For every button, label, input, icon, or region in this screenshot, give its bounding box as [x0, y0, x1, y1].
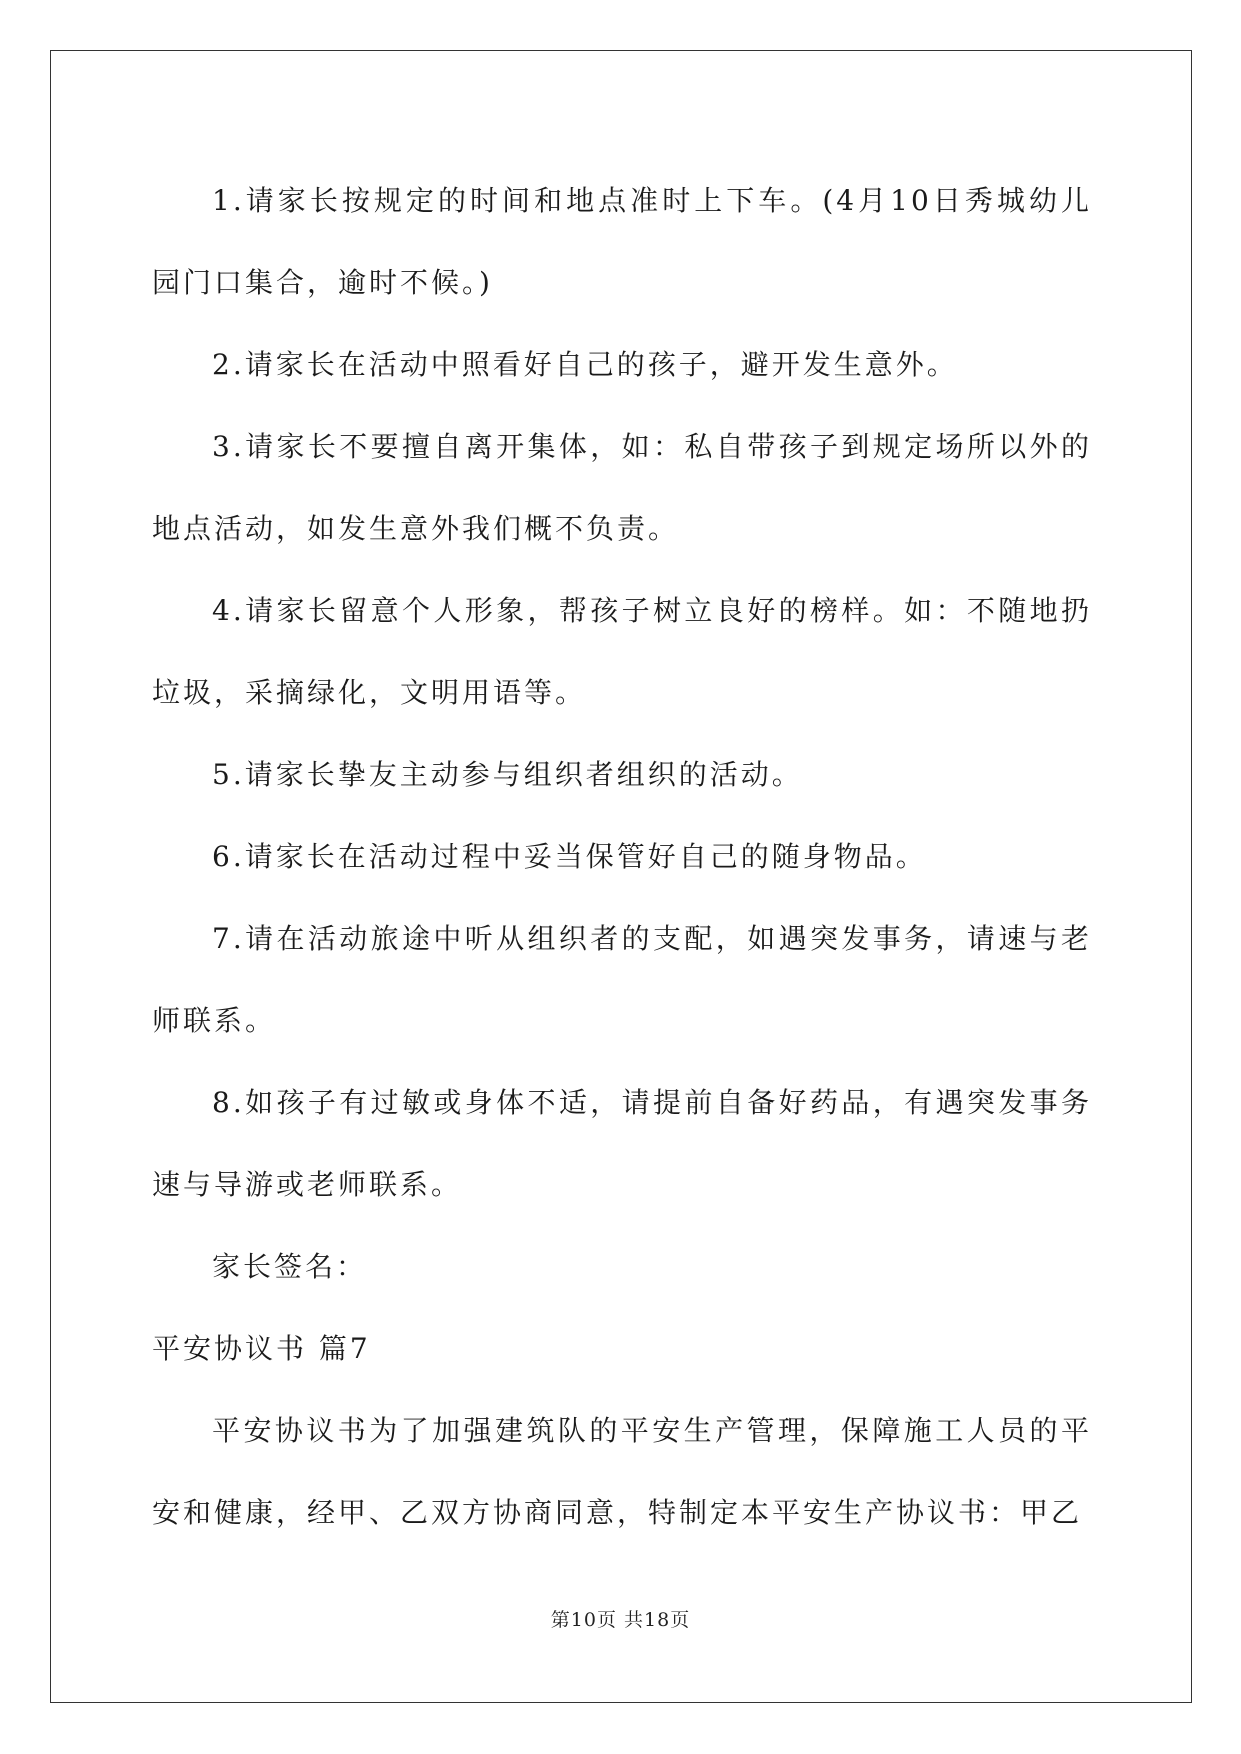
rule-paragraph-3: 3.请家长不要擅自离开集体，如：私自带孩子到规定场所以外的地点活动，如发生意外我们概不负责。 [152, 430, 1092, 545]
rule-paragraph-5: 5.请家长挚友主动参与组织者组织的活动。 [212, 758, 803, 791]
document-body [152, 160, 1092, 1554]
page-number-footer: 第10页 共18页 [550, 1609, 691, 1631]
rule-paragraph-1: 1.请家长按规定的时间和地点准时上下车。(4月10日秀城幼儿园门口集合，逾时不候。) [152, 184, 1092, 299]
rule-paragraph-7: 7.请在活动旅途中听从组织者的支配，如遇突发事务，请速与老师联系。 [152, 922, 1092, 1037]
section-heading: 平安协议书 篇7 [152, 1332, 371, 1365]
parent-signature-label: 家长签名： [212, 1250, 368, 1283]
rule-paragraph-8: 8.如孩子有过敏或身体不适，请提前自备好药品，有遇突发事务速与导游或老师联系。 [152, 1086, 1092, 1201]
rule-paragraph-4: 4.请家长留意个人形象，帮孩子树立良好的榜样。如：不随地扔垃圾，采摘绿化，文明用语等。 [152, 594, 1092, 709]
intro-paragraph: 平安协议书为了加强建筑队的平安生产管理，保障施工人员的平安和健康，经甲、乙双方协商同意，特制定本平安生产协议书：甲乙 [152, 1414, 1092, 1529]
rule-paragraph-6: 6.请家长在活动过程中妥当保管好自己的随身物品。 [212, 840, 927, 873]
rule-paragraph-2: 2.请家长在活动中照看好自己的孩子，避开发生意外。 [212, 348, 958, 381]
